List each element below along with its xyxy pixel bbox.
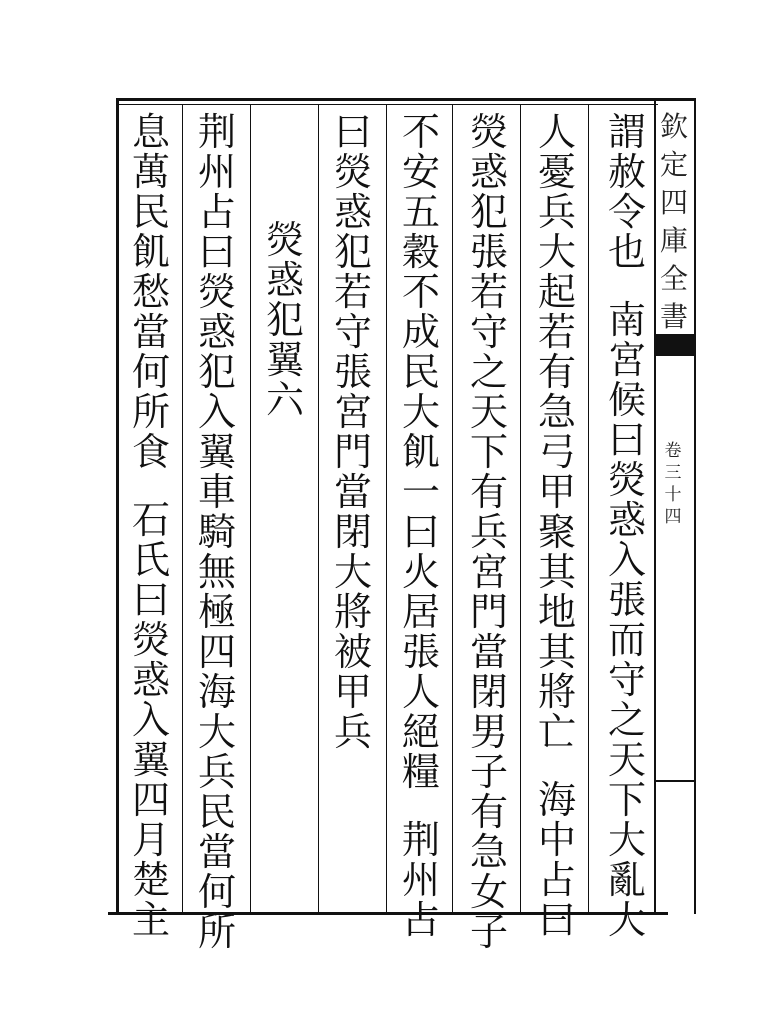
character: 四 bbox=[197, 630, 236, 674]
character: 之 bbox=[607, 698, 646, 742]
character: 楚 bbox=[131, 858, 170, 902]
character: 子 bbox=[469, 750, 508, 794]
character: 熒 bbox=[197, 270, 236, 314]
character: 海 bbox=[197, 670, 236, 714]
character: 曰 bbox=[333, 110, 372, 154]
character: 女 bbox=[469, 870, 508, 914]
character: 穀 bbox=[401, 230, 440, 274]
character: 占 bbox=[537, 858, 576, 902]
character: 聚 bbox=[537, 510, 576, 554]
text-segment bbox=[470, 112, 508, 952]
margin-title-char: 書 bbox=[659, 300, 688, 333]
character: 之 bbox=[469, 350, 508, 394]
character: 閉 bbox=[333, 510, 372, 554]
character: 有 bbox=[469, 470, 508, 514]
character: 亂 bbox=[607, 858, 646, 902]
character: 子 bbox=[469, 910, 508, 954]
character: 天 bbox=[469, 390, 508, 434]
character: 將 bbox=[537, 670, 576, 714]
character: 犯 bbox=[469, 190, 508, 234]
character: 當 bbox=[333, 470, 372, 514]
character: 當 bbox=[131, 310, 170, 354]
character: 候 bbox=[607, 378, 646, 422]
character: 甲 bbox=[333, 670, 372, 714]
character: 騎 bbox=[197, 510, 236, 554]
character: 犯 bbox=[197, 350, 236, 394]
margin-volume-char: 卷 bbox=[664, 441, 682, 461]
text-column-4 bbox=[394, 112, 448, 940]
character: 其 bbox=[537, 630, 576, 674]
character: 而 bbox=[607, 618, 646, 662]
margin-title-char: 定 bbox=[659, 148, 688, 181]
column-divider bbox=[250, 104, 251, 912]
character: 成 bbox=[401, 310, 440, 354]
character: 飢 bbox=[131, 230, 170, 274]
character: 州 bbox=[401, 858, 440, 902]
character: 曰 bbox=[537, 898, 576, 942]
character: 若 bbox=[469, 270, 508, 314]
character: 兵 bbox=[469, 510, 508, 554]
character: 大 bbox=[537, 230, 576, 274]
column-divider bbox=[520, 104, 521, 912]
frame-top-inner-border bbox=[118, 104, 658, 105]
character: 曰 bbox=[197, 230, 236, 274]
text-segment bbox=[198, 112, 236, 952]
margin-title-char: 庫 bbox=[659, 224, 688, 257]
character: 也 bbox=[607, 230, 646, 274]
text-segment bbox=[402, 820, 440, 940]
character: 宮 bbox=[469, 550, 508, 594]
character: 民 bbox=[197, 790, 236, 834]
character: 州 bbox=[197, 150, 236, 194]
character: 弓 bbox=[537, 430, 576, 474]
character: 曰 bbox=[131, 578, 170, 622]
character: 守 bbox=[607, 658, 646, 702]
character: 六 bbox=[265, 378, 304, 422]
character: 入 bbox=[197, 390, 236, 434]
character: 起 bbox=[537, 270, 576, 314]
margin-title-char: 四 bbox=[659, 186, 688, 219]
character: 火 bbox=[401, 550, 440, 594]
character: 當 bbox=[197, 830, 236, 874]
margin-volume-number bbox=[660, 440, 686, 528]
character: 張 bbox=[401, 630, 440, 674]
character: 絕 bbox=[401, 710, 440, 754]
character: 無 bbox=[197, 550, 236, 594]
character: 四 bbox=[131, 778, 170, 822]
text-column-1 bbox=[600, 112, 654, 940]
character: 惑 bbox=[131, 658, 170, 702]
text-column-2 bbox=[530, 112, 584, 940]
character: 所 bbox=[197, 910, 236, 954]
margin-title-char: 全 bbox=[659, 262, 688, 295]
fishtail-block bbox=[656, 334, 694, 356]
character: 張 bbox=[469, 230, 508, 274]
character: 愁 bbox=[131, 270, 170, 314]
character: 惑 bbox=[607, 498, 646, 542]
character: 宮 bbox=[607, 338, 646, 382]
character: 不 bbox=[401, 110, 440, 154]
character: 食 bbox=[131, 430, 170, 474]
character: 入 bbox=[607, 538, 646, 582]
margin-volume-char: 十 bbox=[664, 485, 682, 505]
margin-book-title bbox=[658, 108, 690, 336]
column-divider bbox=[386, 104, 387, 912]
character: 糧 bbox=[401, 750, 440, 794]
character: 曰 bbox=[401, 510, 440, 554]
character: 翼 bbox=[197, 430, 236, 474]
character: 亡 bbox=[537, 710, 576, 754]
character: 人 bbox=[537, 110, 576, 154]
character: 熒 bbox=[469, 110, 508, 154]
character: 兵 bbox=[537, 190, 576, 234]
character: 惑 bbox=[333, 190, 372, 234]
column-divider bbox=[318, 104, 319, 912]
frame-left-border bbox=[116, 98, 119, 914]
character: 氏 bbox=[131, 538, 170, 582]
character: 大 bbox=[197, 710, 236, 754]
character: 大 bbox=[607, 818, 646, 862]
character: 占 bbox=[197, 190, 236, 234]
character: 閉 bbox=[469, 670, 508, 714]
character: 中 bbox=[537, 818, 576, 862]
text-column-5 bbox=[326, 112, 380, 752]
character: 息 bbox=[131, 110, 170, 154]
character: 不 bbox=[401, 270, 440, 314]
text-segment bbox=[608, 300, 646, 940]
column-divider bbox=[588, 104, 589, 912]
character: 急 bbox=[469, 830, 508, 874]
character: 惑 bbox=[265, 258, 304, 302]
frame-top-border bbox=[118, 98, 696, 101]
character: 飢 bbox=[401, 430, 440, 474]
character: 門 bbox=[333, 430, 372, 474]
character: 熒 bbox=[607, 458, 646, 502]
character: 車 bbox=[197, 470, 236, 514]
character: 主 bbox=[131, 898, 170, 942]
character: 兵 bbox=[197, 750, 236, 794]
character: 守 bbox=[469, 310, 508, 354]
character: 天 bbox=[607, 738, 646, 782]
character: 被 bbox=[333, 630, 372, 674]
character: 令 bbox=[607, 190, 646, 234]
character: 安 bbox=[401, 150, 440, 194]
margin-volume-char: 四 bbox=[664, 507, 682, 527]
text-segment bbox=[538, 780, 576, 940]
character: 曰 bbox=[607, 418, 646, 462]
character: 張 bbox=[607, 578, 646, 622]
text-column-3 bbox=[462, 112, 516, 952]
column-divider bbox=[182, 104, 183, 912]
text-segment bbox=[608, 112, 646, 272]
character: 犯 bbox=[333, 230, 372, 274]
character: 將 bbox=[333, 590, 372, 634]
character: 月 bbox=[131, 818, 170, 862]
character: 大 bbox=[401, 390, 440, 434]
character: 南 bbox=[607, 298, 646, 342]
character: 若 bbox=[537, 310, 576, 354]
character: 五 bbox=[401, 190, 440, 234]
character: 若 bbox=[333, 270, 372, 314]
character: 犯 bbox=[265, 298, 304, 342]
text-column-6 bbox=[258, 220, 312, 420]
character: 男 bbox=[469, 710, 508, 754]
character: 一 bbox=[401, 470, 440, 514]
character: 占 bbox=[401, 898, 440, 942]
character: 所 bbox=[131, 390, 170, 434]
character: 有 bbox=[537, 350, 576, 394]
text-segment bbox=[132, 112, 170, 472]
character: 海 bbox=[537, 778, 576, 822]
character: 赦 bbox=[607, 150, 646, 194]
character: 其 bbox=[537, 550, 576, 594]
text-segment bbox=[266, 220, 304, 420]
text-column-7 bbox=[190, 112, 244, 952]
character: 民 bbox=[401, 350, 440, 394]
text-column-8 bbox=[124, 112, 178, 940]
character: 惑 bbox=[197, 310, 236, 354]
character: 熒 bbox=[131, 618, 170, 662]
margin-volume-char: 三 bbox=[664, 463, 682, 483]
margin-title-char: 欽 bbox=[659, 110, 688, 143]
character: 入 bbox=[131, 698, 170, 742]
character: 大 bbox=[607, 898, 646, 942]
fishtail-line bbox=[656, 780, 694, 782]
text-segment bbox=[538, 112, 576, 752]
character: 何 bbox=[197, 870, 236, 914]
character: 極 bbox=[197, 590, 236, 634]
character: 下 bbox=[469, 430, 508, 474]
character: 荆 bbox=[401, 818, 440, 862]
character: 兵 bbox=[333, 710, 372, 754]
text-segment bbox=[132, 500, 170, 940]
margin-right-border bbox=[694, 98, 696, 914]
character: 當 bbox=[469, 630, 508, 674]
character: 宮 bbox=[333, 390, 372, 434]
character: 張 bbox=[333, 350, 372, 394]
character: 惑 bbox=[469, 150, 508, 194]
character: 萬 bbox=[131, 150, 170, 194]
character: 人 bbox=[401, 670, 440, 714]
character: 熒 bbox=[333, 150, 372, 194]
character: 有 bbox=[469, 790, 508, 834]
character: 憂 bbox=[537, 150, 576, 194]
character: 石 bbox=[131, 498, 170, 542]
character: 民 bbox=[131, 190, 170, 234]
character: 翼 bbox=[265, 338, 304, 382]
character: 地 bbox=[537, 590, 576, 634]
character: 謂 bbox=[607, 110, 646, 154]
character: 熒 bbox=[265, 218, 304, 262]
character: 守 bbox=[333, 310, 372, 354]
text-segment bbox=[334, 112, 372, 752]
character: 急 bbox=[537, 390, 576, 434]
character: 荆 bbox=[197, 110, 236, 154]
character: 大 bbox=[333, 550, 372, 594]
character: 門 bbox=[469, 590, 508, 634]
column-divider bbox=[452, 104, 453, 912]
frame-right-border bbox=[654, 98, 656, 914]
character: 何 bbox=[131, 350, 170, 394]
text-segment bbox=[402, 112, 440, 792]
character: 翼 bbox=[131, 738, 170, 782]
character: 下 bbox=[607, 778, 646, 822]
character: 甲 bbox=[537, 470, 576, 514]
character: 居 bbox=[401, 590, 440, 634]
